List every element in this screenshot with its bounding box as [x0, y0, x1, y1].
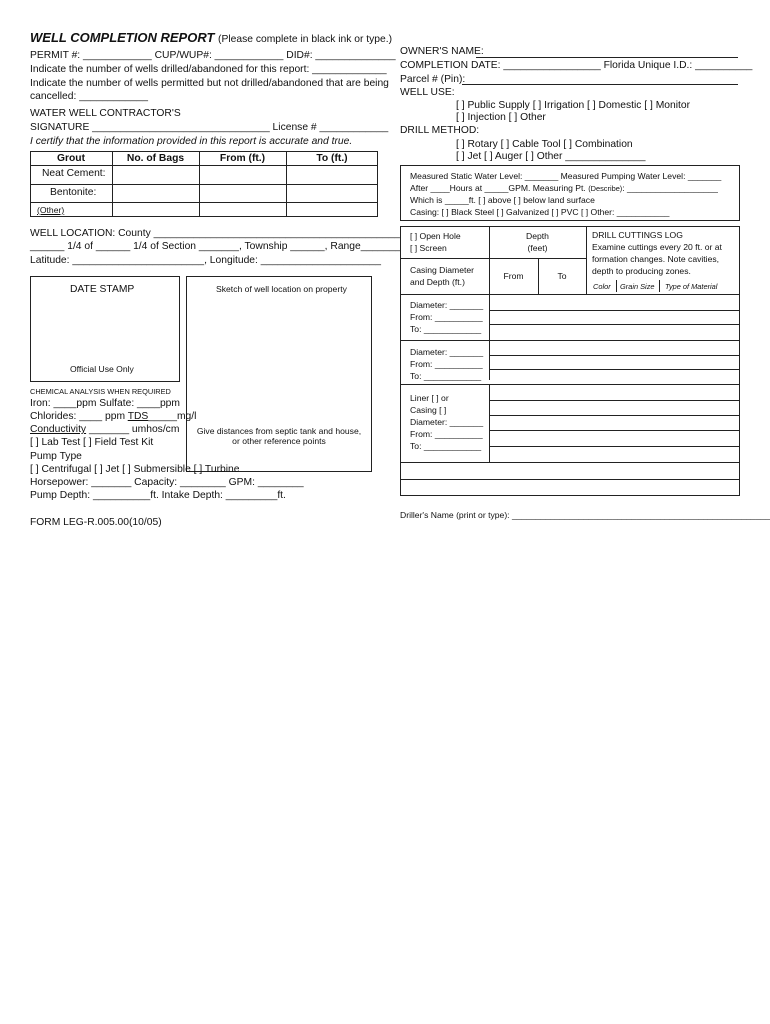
completion-date-line[interactable]: COMPLETION DATE: _________________ Florida Unique I.D.: __________ [400, 60, 753, 71]
log-divider [489, 384, 490, 462]
chlorides-label: Chlorides: ____ ppm [30, 411, 128, 422]
permit-line[interactable]: PERMIT #: ____________ CUP/WUP#: ____________ DID#: ______________ [30, 50, 396, 61]
measuring-pt-blank: : ___________________ [622, 183, 718, 193]
hours-gpm-line[interactable] [410, 183, 718, 193]
grout-divider [30, 165, 378, 166]
from-field[interactable]: From: __________ [410, 429, 483, 439]
color-header: Color [593, 282, 611, 291]
to-header: To [557, 271, 567, 281]
drill-method-row-1[interactable]: [ ] Rotary [ ] Cable Tool [ ] Combination [456, 139, 633, 150]
material-header: Type of Material [665, 282, 718, 291]
log-divider [616, 280, 617, 292]
from-field[interactable]: From: __________ [410, 312, 483, 322]
from-field[interactable]: From: __________ [410, 359, 483, 369]
log-row-line [489, 446, 740, 447]
log-divider [400, 294, 740, 295]
date-stamp-label: DATE STAMP [70, 284, 135, 295]
sketch-note: Give distances from septic tank and house, or other reference points [196, 426, 362, 446]
diameter-field[interactable]: Diameter: _______ [410, 300, 484, 310]
depth-header: Depth [526, 231, 549, 241]
water-level-line[interactable]: Measured Static Water Level: _______ Measured Pumping Water Level: _______ [410, 171, 722, 181]
log-row-line [489, 400, 740, 401]
sketch-title: Sketch of well location on property [216, 284, 347, 294]
log-divider [400, 258, 586, 259]
wells-permitted-line: Indicate the number of wells permitted but not drilled/abandoned that are being [30, 78, 389, 89]
grout-header: No. of Bags [126, 153, 185, 164]
owner-name-line[interactable] [476, 57, 738, 58]
cancelled-line[interactable]: cancelled: ____________ [30, 91, 148, 102]
log-row-line [489, 310, 740, 311]
hours-gpm-text: After ____Hours at _____GPM. Measuring Pt. [410, 183, 589, 193]
log-row-line [400, 479, 740, 480]
owner-name-label: OWNER'S NAME: [400, 46, 484, 57]
grout-header: From (ft.) [219, 153, 266, 164]
pump-type-checkboxes[interactable]: [ ] Centrifugal [ ] Jet [ ] Submersible [ ] Turbine [30, 464, 240, 475]
parcel-line[interactable] [462, 84, 738, 85]
lat-long-line[interactable]: Latitude: _______________________, Longitude: _____________________ [30, 255, 382, 266]
tds-value: _____mg/l [148, 411, 197, 422]
cuttings-instruction: Examine cuttings every 20 ft. or at [592, 242, 722, 252]
wells-drilled-line[interactable]: Indicate the number of wells drilled/abandoned for this report: _____________ [30, 64, 387, 75]
drill-method-row-2[interactable]: [ ] Jet [ ] Auger [ ] Other ______________ [456, 151, 646, 162]
chem-title: CHEMICAL ANALYSIS WHEN REQUIRED [30, 387, 171, 396]
casing-diameter-header: Casing Diameter [410, 265, 474, 275]
horsepower-line[interactable]: Horsepower: _______ Capacity: ________ GPM: ________ [30, 477, 304, 488]
driller-name-line[interactable]: Driller's Name (print or type): ______________________________________________________ [400, 510, 770, 520]
grout-header: Grout [56, 153, 86, 164]
grout-row-neat-cement: Neat Cement: [42, 168, 106, 179]
log-divider [586, 226, 587, 294]
from-header: From [503, 271, 524, 281]
page-title [30, 30, 392, 45]
umhos-value: _______ umhos/cm [88, 424, 180, 435]
signature-line[interactable]: SIGNATURE _______________________________ License # ____________ [30, 122, 389, 133]
section-line[interactable]: ______ 1/4 of ______ 1/4 of Section _______, Township ______, Range_______ [30, 241, 401, 252]
grout-header: To (ft.) [316, 153, 348, 164]
log-divider [659, 280, 660, 292]
casing-material-line[interactable]: Casing: [ ] Black Steel [ ] Galvanized [ ] PVC [ ] Other: ___________ [410, 207, 670, 217]
diameter-field[interactable]: Diameter: _______ [410, 347, 484, 357]
cuttings-title: DRILL CUTTINGS LOG [592, 230, 683, 240]
to-field[interactable]: To: ____________ [410, 371, 482, 381]
describe-label: (Describe) [588, 184, 623, 193]
casing-checkbox[interactable]: Casing [ ] [410, 405, 447, 415]
tds-label: TDS [127, 411, 149, 422]
pump-depth-line[interactable]: Pump Depth: __________ft. Intake Depth: _________ft. [30, 490, 286, 501]
drill-method-label: DRILL METHOD: [400, 125, 480, 136]
conductivity-line[interactable] [30, 424, 179, 436]
well-use-label: WELL USE: [400, 87, 455, 98]
grain-size-header: Grain Size [620, 282, 655, 291]
log-divider [400, 462, 740, 463]
to-field[interactable]: To: ____________ [410, 324, 482, 334]
test-type-checkboxes[interactable]: [ ] Lab Test [ ] Field Test Kit [30, 437, 154, 448]
iron-sulfate-line[interactable]: Iron: ____ppm Sulfate: ____ppm [30, 398, 180, 409]
casing-depth-header: and Depth (ft.) [410, 277, 465, 287]
cuttings-instruction: depth to producing zones. [592, 266, 691, 276]
contractor-label: WATER WELL CONTRACTOR'S [30, 108, 181, 119]
well-use-row-2[interactable]: [ ] Injection [ ] Other [456, 112, 546, 123]
grout-row-bentonite: Bentonite: [50, 187, 97, 198]
conductivity-label: Conductivity [30, 424, 87, 435]
title-note: (Please complete in black ink or type.) [218, 34, 393, 45]
chlorides-line[interactable] [30, 411, 196, 423]
to-field[interactable]: To: ____________ [410, 441, 482, 451]
log-row-line [489, 369, 740, 370]
parcel-label: Parcel # (Pin): [400, 74, 466, 85]
log-row-line [489, 415, 740, 416]
grout-divider [30, 202, 378, 203]
log-row-line [489, 430, 740, 431]
screen-checkbox[interactable]: [ ] Screen [410, 243, 447, 253]
feet-header: (feet) [527, 243, 548, 253]
cuttings-instruction: formation changes. Note cavities, [592, 254, 720, 264]
official-use-label: Official Use Only [70, 364, 134, 374]
open-hole-checkbox[interactable]: [ ] Open Hole [410, 231, 461, 241]
pump-type-label: Pump Type [30, 451, 82, 462]
grout-row-other: (Other) [37, 205, 65, 215]
liner-checkbox[interactable]: Liner [ ] or [410, 393, 449, 403]
certify-statement: I certify that the information provided in this report is accurate and true. [30, 136, 353, 147]
well-use-row-1[interactable]: [ ] Public Supply [ ] Irrigation [ ] Domestic [ ] Monitor [456, 100, 691, 111]
form-title: WELL COMPLETION REPORT [30, 30, 215, 45]
log-row-line [489, 324, 740, 325]
form-number: FORM LEG-R.005.00(10/05) [30, 517, 162, 528]
grout-divider [30, 184, 378, 185]
log-divider [400, 340, 740, 341]
surface-line[interactable]: Which is _____ft. [ ] above [ ] below land surface [410, 195, 595, 205]
diameter-field[interactable]: Diameter: _______ [410, 417, 484, 427]
log-row-line [489, 355, 740, 356]
county-line[interactable]: WELL LOCATION: County ___________________________________________ [30, 228, 400, 239]
log-divider [400, 384, 740, 385]
